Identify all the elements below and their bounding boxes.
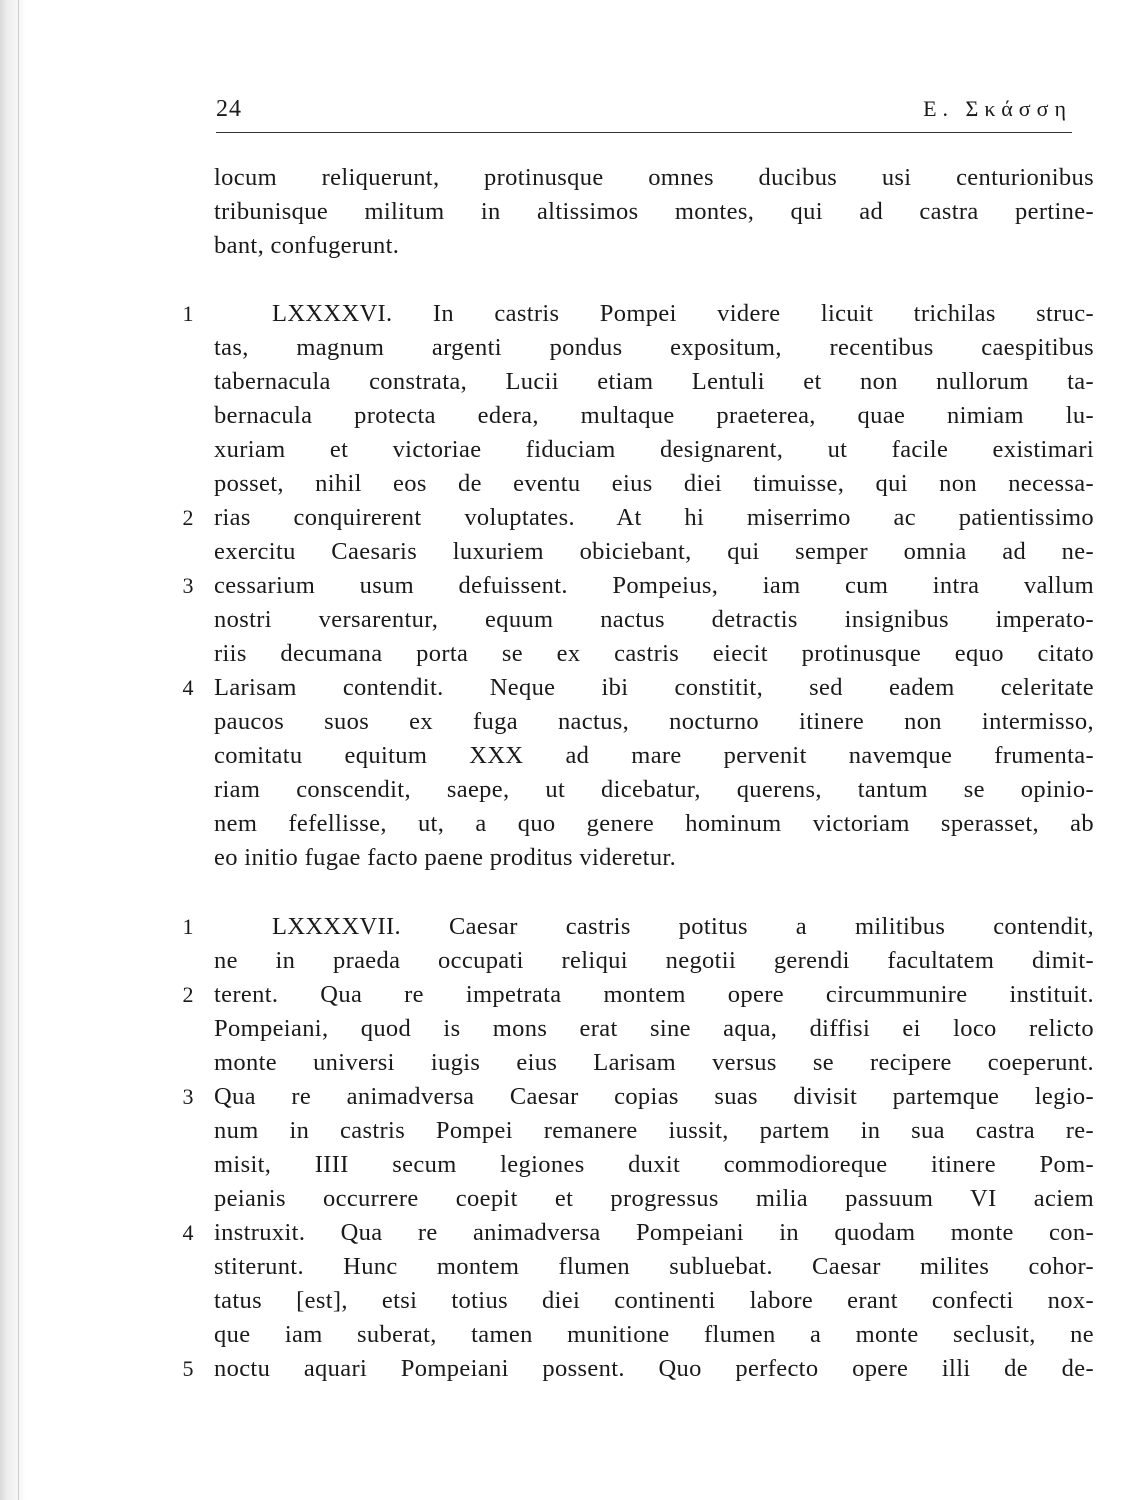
text-line: eo initio fugae facto paene proditus videretur. [214, 844, 677, 871]
text-line: paucos suos ex fuga nactus, nocturno itinere non intermisso, [214, 708, 1094, 735]
text-line: nem fefellisse, ut, a quo genere hominum victoriam sperasset, ab [214, 810, 1094, 837]
text-line: xuriam et victoriae fiduciam designarent, ut facile existimari [214, 436, 1094, 463]
text-line: Larisam contendit. Neque ibi constitit, sed eadem celeritate [214, 674, 1094, 701]
page-header [216, 96, 1072, 133]
text-line: instruxit. Qua re animadversa Pompeiani in quodam monte con- [214, 1219, 1094, 1246]
text-line: tribunisque militum in altissimos montes, qui ad castra pertine- [214, 198, 1094, 225]
text-line: bant, confugerunt. [214, 232, 400, 259]
running-head: Ε. Σκάσση [923, 96, 1072, 121]
text-line: num in castris Pompei remanere iussit, partem in sua castra re- [214, 1117, 1094, 1144]
text-line: nostri versarentur, equum nactus detractis insignibus imperato- [214, 606, 1094, 633]
text-line: tas, magnum argenti pondus expositum, recentibus caespitibus [214, 334, 1094, 361]
text-line: peianis occurrere coepit et progressus milia passuum VI aciem [214, 1185, 1094, 1212]
section-number: 1 [182, 301, 194, 326]
text-line: cessarium usum defuissent. Pompeius, iam cum intra vallum [214, 572, 1094, 599]
chapter-heading-line: LXXXXVII. Caesar castris potitus a militibus contendit, [272, 913, 1094, 940]
page-number: 24 [216, 96, 242, 122]
text-line: noctu aquari Pompeiani possent. Quo perfecto opere illi de de- [214, 1355, 1094, 1382]
section-number: 5 [182, 1356, 194, 1381]
text-line: Qua re animadversa Caesar copias suas divisit partemque legio- [214, 1083, 1094, 1110]
text-line: bernacula protecta edera, multaque praeterea, quae nimiam lu- [214, 402, 1094, 429]
text-line: Pompeiani, quod is mons erat sine aqua, diffisi ei loco relicto [214, 1015, 1094, 1042]
text-line: que iam suberat, tamen munitione flumen a monte seclusit, ne [214, 1321, 1094, 1348]
section-number: 1 [182, 914, 194, 939]
section-number: 2 [182, 505, 194, 530]
text-line: rias conquirerent voluptates. At hi miserrimo ac patientissimo [214, 504, 1094, 531]
text-line: riam conscendit, saepe, ut dicebatur, querens, tantum se opinio- [214, 776, 1094, 803]
text-line: monte universi iugis eius Larisam versus se recipere coeperunt. [214, 1049, 1094, 1076]
text-line: tatus [est], etsi totius diei continenti labore erant confecti nox- [214, 1287, 1094, 1314]
text-line: exercitu Caesaris luxuriem obiciebant, qui semper omnia ad ne- [214, 538, 1094, 565]
chapter-heading-line: LXXXXVI. In castris Pompei videre licuit trichilas struc- [272, 300, 1094, 327]
section-number: 4 [182, 675, 194, 700]
text-line: ne in praeda occupati reliqui negotii gerendi facultatem dimit- [214, 947, 1094, 974]
section-number: 2 [182, 982, 194, 1007]
text-line: riis decumana porta se ex castris eiecit protinusque equo citato [214, 640, 1094, 667]
page-binding-edge [0, 0, 26, 1500]
text-line: terent. Qua re impetrata montem opere circummunire instituit. [214, 981, 1094, 1008]
text-line: posset, nihil eos de eventu eius diei timuisse, qui non necessa- [214, 470, 1094, 497]
text-line: misit, IIII secum legiones duxit commodioreque itinere Pom- [214, 1151, 1094, 1178]
section-number: 3 [182, 573, 194, 598]
text-line: locum reliquerunt, protinusque omnes ducibus usi centurionibus [214, 164, 1094, 191]
text-line: stiterunt. Hunc montem flumen subluebat. Caesar milites cohor- [214, 1253, 1094, 1280]
section-number: 4 [182, 1220, 194, 1245]
text-line: tabernacula constrata, Lucii etiam Lentuli et non nullorum ta- [214, 368, 1094, 395]
text-line: comitatu equitum XXX ad mare pervenit navemque frumenta- [214, 742, 1094, 769]
section-number: 3 [182, 1084, 194, 1109]
